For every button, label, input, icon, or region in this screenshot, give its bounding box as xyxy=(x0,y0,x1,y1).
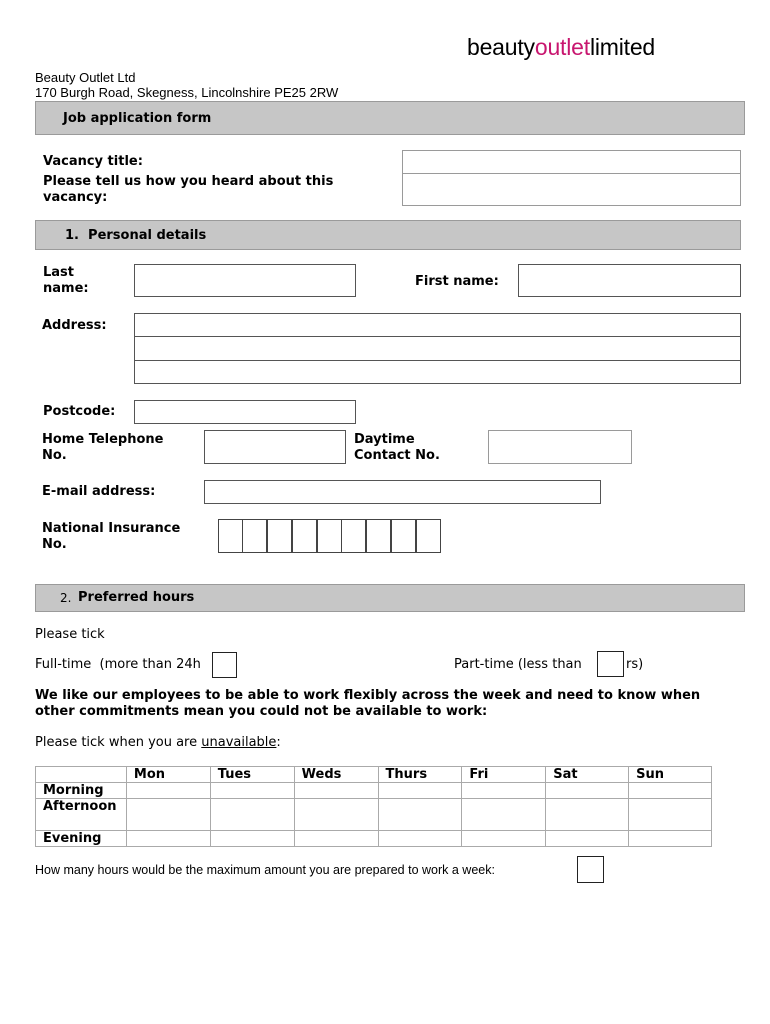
please-tick-text: Please tick xyxy=(35,627,105,642)
personal-details-band xyxy=(35,220,741,250)
full-time-checkbox[interactable] xyxy=(212,652,237,678)
availability-cell[interactable] xyxy=(462,831,546,847)
company-name: Beauty Outlet Ltd xyxy=(35,70,136,85)
availability-cell[interactable] xyxy=(126,831,210,847)
part-time-label: Part-time (less than xyxy=(454,657,582,672)
ni-digit-box[interactable] xyxy=(391,519,416,553)
ni-digit-box[interactable] xyxy=(242,519,267,553)
availability-cell[interactable] xyxy=(126,783,210,799)
availability-cell[interactable] xyxy=(210,783,294,799)
ni-digit-box[interactable] xyxy=(267,519,292,553)
availability-cell[interactable] xyxy=(546,799,629,831)
home-telephone-label: Home Telephone No. xyxy=(42,432,164,463)
availability-cell[interactable] xyxy=(210,831,294,847)
availability-cell[interactable] xyxy=(294,831,378,847)
address-line-3-field[interactable] xyxy=(134,360,741,384)
day-header: Weds xyxy=(294,767,378,783)
availability-cell[interactable] xyxy=(294,799,378,831)
home-telephone-field[interactable] xyxy=(204,430,346,464)
day-header: Fri xyxy=(462,767,546,783)
first-name-label: First name: xyxy=(415,274,499,289)
day-header: Mon xyxy=(126,767,210,783)
table-header-row xyxy=(36,767,712,783)
availability-cell[interactable] xyxy=(462,783,546,799)
address-label: Address: xyxy=(42,318,107,333)
availability-cell[interactable] xyxy=(210,799,294,831)
day-header: Sun xyxy=(629,767,712,783)
table-row xyxy=(36,799,712,831)
email-field[interactable] xyxy=(204,480,601,504)
tick-unavailable-instruction xyxy=(35,735,281,750)
national-insurance-boxes xyxy=(218,519,441,553)
form-title-band xyxy=(35,101,745,135)
company-address: 170 Burgh Road, Skegness, Lincolnshire PE25 2RW xyxy=(35,85,339,100)
postcode-label: Postcode: xyxy=(43,404,116,419)
logo-part-outlet: outlet xyxy=(534,34,590,60)
postcode-field[interactable] xyxy=(134,400,356,424)
availability-cell[interactable] xyxy=(378,799,462,831)
ni-digit-box[interactable] xyxy=(317,519,342,553)
tick-instruction-prefix: Please tick when you are xyxy=(35,735,202,750)
personal-details-heading: 1. Personal details xyxy=(65,228,207,243)
daytime-contact-label: Daytime Contact No. xyxy=(354,432,440,463)
row-label-evening: Evening xyxy=(36,831,127,847)
table-row xyxy=(36,831,712,847)
day-header: Sat xyxy=(546,767,629,783)
availability-cell[interactable] xyxy=(378,831,462,847)
availability-cell[interactable] xyxy=(294,783,378,799)
part-time-checkbox[interactable] xyxy=(597,651,624,677)
availability-cell[interactable] xyxy=(126,799,210,831)
table-corner-cell xyxy=(36,767,127,783)
full-time-label: Full-time (more than 24h xyxy=(35,657,201,672)
availability-cell[interactable] xyxy=(629,783,712,799)
vacancy-source-label: Please tell us how you heard about this vacancy: xyxy=(43,174,334,205)
daytime-contact-field[interactable] xyxy=(488,430,632,464)
address-line-1-field[interactable] xyxy=(134,313,741,337)
company-info xyxy=(35,70,338,100)
national-insurance-label: National Insurance No. xyxy=(42,521,181,552)
ni-digit-box[interactable] xyxy=(341,519,366,553)
ni-digit-box[interactable] xyxy=(218,519,243,553)
ni-digit-box[interactable] xyxy=(416,519,441,553)
availability-cell[interactable] xyxy=(629,831,712,847)
max-hours-field[interactable] xyxy=(577,856,604,883)
email-label: E-mail address: xyxy=(42,484,156,499)
address-line-2-field[interactable] xyxy=(134,336,741,361)
availability-cell[interactable] xyxy=(546,783,629,799)
row-label-afternoon: Afternoon xyxy=(36,799,127,831)
company-logo xyxy=(467,34,655,61)
vacancy-title-field[interactable] xyxy=(402,150,741,174)
preferred-hours-heading: Preferred hours xyxy=(78,590,195,605)
ni-digit-box[interactable] xyxy=(292,519,317,553)
logo-part-limited: limited xyxy=(589,34,655,60)
last-name-label: Last name: xyxy=(43,265,89,296)
availability-cell[interactable] xyxy=(546,831,629,847)
first-name-field[interactable] xyxy=(518,264,741,297)
day-header: Thurs xyxy=(378,767,462,783)
ni-digit-box[interactable] xyxy=(366,519,391,553)
form-title: Job application form xyxy=(63,111,212,126)
availability-cell[interactable] xyxy=(378,783,462,799)
preferred-hours-band xyxy=(35,584,745,612)
flexibility-statement: We like our employees to be able to work flexibly across the week and need to know when other commitments mean you could not be available to work: xyxy=(35,688,701,719)
availability-cell[interactable] xyxy=(462,799,546,831)
part-time-suffix: rs) xyxy=(626,657,644,672)
tick-instruction-suffix: : xyxy=(276,735,281,750)
table-row xyxy=(36,783,712,799)
last-name-field[interactable] xyxy=(134,264,356,297)
logo-part-beauty: beauty xyxy=(467,34,535,60)
day-header: Tues xyxy=(210,767,294,783)
max-hours-question: How many hours would be the maximum amount you are prepared to work a week: xyxy=(35,863,495,877)
row-label-morning: Morning xyxy=(36,783,127,799)
vacancy-title-label: Vacancy title: xyxy=(43,154,143,169)
availability-cell[interactable] xyxy=(629,799,712,831)
vacancy-source-field[interactable] xyxy=(402,173,741,206)
availability-table xyxy=(35,766,712,847)
tick-instruction-unavailable: unavailable xyxy=(201,735,277,750)
preferred-hours-number: 2. xyxy=(60,591,72,605)
